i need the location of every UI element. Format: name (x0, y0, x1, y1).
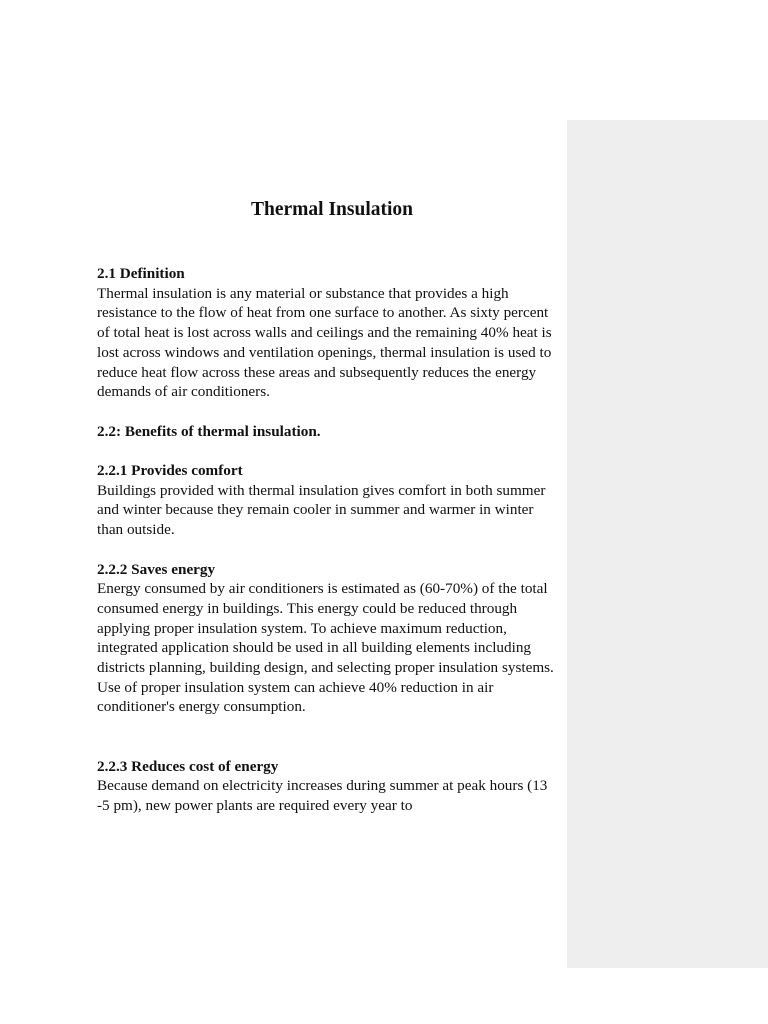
benefits-heading: 2.2: Benefits of thermal insulation. (97, 422, 321, 440)
section-heading: 2.2.2 Saves energy (97, 560, 216, 578)
document-title: Thermal Insulation (251, 199, 413, 220)
section-reduces-cost (97, 757, 563, 816)
section-paragraph: Thermal insulation is any material or substance that provides a high resistance to the flow of heat from one surface to another. As sixty percent of total heat is lost across walls and ceilings and the remaining 40% heat is lost across windows and ventilation openings, thermal insulation is used to reduce heat flow across these areas and subsequently reduces the energy demands of air conditioners. (97, 284, 552, 401)
section-paragraph: Buildings provided with thermal insulation gives comfort in both summer and winter because they remain cooler in summer and warmer in winter than outside. (97, 481, 546, 539)
section-heading: 2.2.3 Reduces cost of energy (97, 757, 279, 775)
section-provides-comfort (97, 461, 563, 540)
comment-pane (567, 120, 768, 968)
section-paragraph: Because demand on electricity increases during summer at peak hours (13 -5 pm), new power plants are required every year to (97, 777, 548, 814)
section-definition (97, 264, 563, 402)
section-paragraph: Energy consumed by air conditioners is estimated as (60-70%) of the total consumed energy in buildings. This energy could be reduced through applying proper insulation system. To achieve maximum reduction, integrated application should be used in all building elements including districts planning, building design, and selecting proper insulation systems. Use of proper insulation system can achieve 40% reduction in air conditioner's energy consumption. (97, 580, 554, 716)
section-heading: 2.2.1 Provides comfort (97, 462, 243, 479)
section-saves-energy (97, 560, 563, 718)
section-heading: 2.1 Definition (97, 265, 185, 282)
document-page (97, 198, 563, 835)
